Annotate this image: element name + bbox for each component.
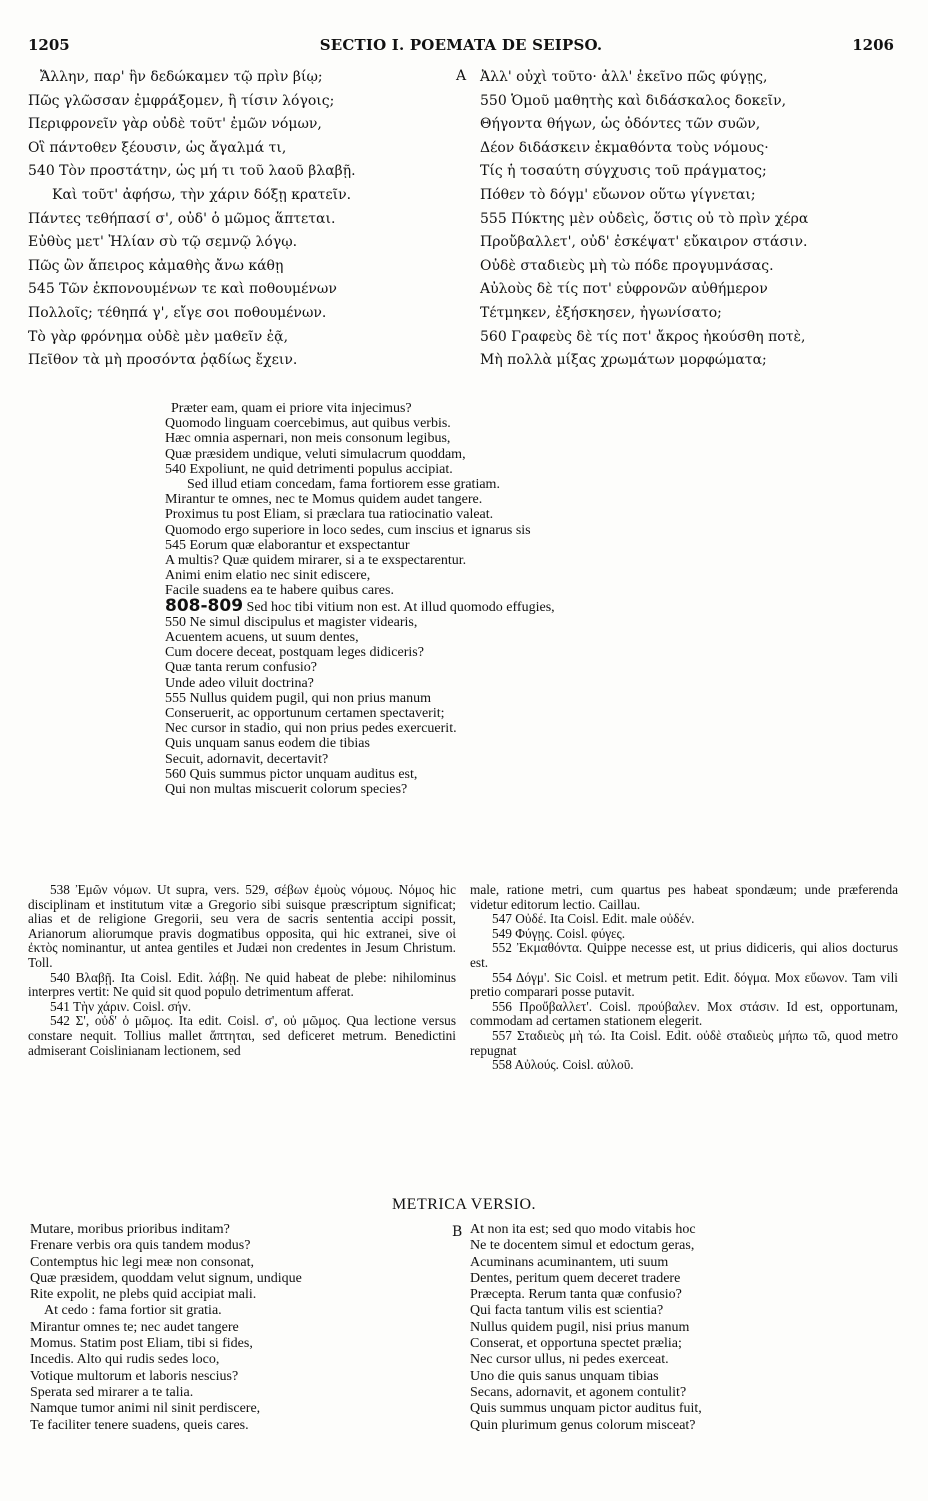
footnote: 558 Αὐλούς. Coisl. αὐλοῦ. <box>492 1057 634 1073</box>
greek-line: Πολλοῖς; τέθηπά γ', εἴγε σοι ποθουμένων. <box>28 304 327 321</box>
greek-line: Καὶ τοῦτ' ἀφήσω, τὴν χάριν δόξῃ κρατεῖν. <box>52 186 352 203</box>
latin-line: 550 Ne simul discipulus et magister videaris, <box>165 614 418 630</box>
latin-line: Unde adeo viluit doctrina? <box>165 675 314 691</box>
latin-line: Quis unquam sanus eodem die tibias <box>165 736 370 752</box>
latin-line: Qui non multas miscuerit colorum species? <box>165 782 408 798</box>
latin-line: Secuit, adornavit, decertavit? <box>165 751 329 767</box>
verse-line: Dentes, peritum quem deceret tradere <box>470 1270 681 1286</box>
verse-line: Namque tumor animi nil sinit perdiscere, <box>30 1401 261 1417</box>
verse-line: Sperata sed mirarer a te talia. <box>30 1384 194 1400</box>
verse-line: At non ita est; sed quo modo vitabis hoc <box>470 1222 696 1237</box>
latin-line: Conseruerit, ac opportunum certamen spectaverit; <box>165 706 445 722</box>
verse-line: Ne te docentem simul et edoctum geras, <box>470 1238 695 1254</box>
latin-line: Nec cursor in stadio, qui non prius pedes exercuerit. <box>165 721 457 737</box>
latin-line: Mirantur te omnes, nec te Momus quidem audet tangere. <box>165 492 483 508</box>
page-number-right: 1206 <box>852 36 894 54</box>
verse-line: Nullus quidem pugil, nisi prius manum <box>470 1319 690 1335</box>
latin-line: Cum docere deceat, postquam leges didiceris? <box>165 645 424 661</box>
footnote: 557 Σταδιεὺς μὴ τώ. Ita Coisl. Edit. οὐδὲ σταδιεὺς μήπω τῶ, quod metro repugnat <box>470 1027 898 1058</box>
verse-line: Frenare verbis ora quis tandem modus? <box>30 1238 251 1254</box>
greek-line: Πεῖθον τὰ μὴ προσόντα ῥᾳδίως ἔχειν. <box>28 352 298 369</box>
greek-line: Ἀλλ' οὐχὶ τοῦτο· ἀλλ' ἐκεῖνο πῶς φύγῃς, <box>480 69 768 85</box>
latin-line: 560 Quis summus pictor unquam auditus est, <box>165 766 418 782</box>
column-number-marker: 808-809 <box>165 595 244 616</box>
latin-line: Animi enim elatio nec sinit ediscere, <box>165 568 371 584</box>
latin-line: 540 Expoliunt, ne quid detrimenti populus accipiat. <box>165 461 453 477</box>
verse-line: At cedo : fama fortior sit gratia. <box>44 1303 222 1319</box>
greek-line: Τὸ γὰρ φρόνημα οὐδὲ μὲν μαθεῖν ἐᾷ, <box>28 328 289 345</box>
latin-line: Sed illud etiam concedam, fama fortiorem esse gratiam. <box>187 477 500 493</box>
greek-text-left <box>28 66 448 373</box>
latin-line: Quomodo ergo superiore in loco sedes, cum inscius et ignarus sis <box>165 522 531 538</box>
greek-line: Εὐθὺς μετ' Ἠλίαν σὺ τῷ σεμνῷ λόγῳ. <box>28 234 298 251</box>
greek-line: Οὐδὲ σταδιεὺς μὴ τὼ πόδε προγυμνάσας. <box>480 257 774 274</box>
verse-line: Conserat, et opportuna spectet prælia; <box>470 1336 682 1352</box>
latin-line: Proximus tu post Eliam, si præclara tua ratiocinatio valeat. <box>165 507 494 523</box>
greek-line: Περιφρονεῖν γὰρ οὐδὲ τοῦτ' ἐμῶν νόμων, <box>28 116 322 133</box>
footnotes-left <box>28 883 456 1058</box>
footnote: 556 Προὔβαλλετ'. Coisl. προύβαλεν. Mox στάσιν. Id est, opportunam, commodam ad certamen stationem elegerit. <box>470 998 898 1029</box>
verse-line: Secans, adornavit, et agonem contulit? <box>470 1384 687 1400</box>
latin-line <box>165 595 765 616</box>
latin-line: 555 Nullus quidem pugil, qui non prius manum <box>165 690 431 706</box>
verse-line: Qui facta tantum vilis est scientia? <box>470 1303 664 1319</box>
greek-line: Αὐλοὺς δὲ τίς ποτ' εὐφρονῶν αὐθήμερον <box>480 281 768 298</box>
verse-line: Incedis. Alto qui rudis sedes loco, <box>30 1352 220 1368</box>
greek-line: Οἳ πάντοθεν ξέουσιν, ὡς ἄγαλμά τι, <box>28 139 287 156</box>
section-title: METRICA VERSIO. <box>391 1196 537 1213</box>
page-number-left: 1205 <box>28 36 70 54</box>
latin-line: Præter eam, quam ei priore vita injecimus? <box>171 401 412 416</box>
greek-line: Ἄλλην, παρ' ἣν δεδώκαμεν τῷ πρὶν βίῳ; <box>40 69 323 85</box>
verse-line: Quin plurimum genus colorum misceat? <box>470 1417 696 1433</box>
greek-line: 540 Τὸν προστάτην, ὡς μή τι τοῦ λαοῦ βλαβῇ. <box>28 163 356 180</box>
footnote: 547 Οὐδέ. Ita Coisl. Edit. male οὐδέν. <box>492 911 695 927</box>
verse-line: Mirantur omnes te; nec audet tangere <box>30 1319 239 1335</box>
verse-line: Mutare, moribus prioribus inditam? <box>30 1222 230 1237</box>
latin-line: Quæ tanta rerum confusio? <box>165 660 318 676</box>
verse-line: Te faciliter tenere suadens, queis cares. <box>30 1417 249 1433</box>
verse-line: Quæ præsidem, quoddam velut signum, undique <box>30 1270 302 1286</box>
greek-line: Πόθεν τὸ δόγμ' εὔωνον οὕτω γίγνεται; <box>480 186 756 203</box>
latin-line-text: Sed hoc tibi vitium non est. At illud quomodo effugies, <box>246 599 555 615</box>
verse-line: Momus. Statim post Eliam, tibi si fides, <box>30 1336 253 1352</box>
latin-line: Facile suadens ea te habere quibus cares. <box>165 583 394 599</box>
greek-text-right <box>480 66 900 373</box>
latin-line: A multis? Quæ quidem mirarer, si a te exspectarentur. <box>165 553 467 569</box>
footnotes-right <box>470 883 898 1073</box>
footnote: 541 Τὴν χάριν. Coisl. σήν. <box>50 998 192 1014</box>
greek-line: Πῶς γλῶσσαν ἐμφράξομεν, ἢ τίσιν λόγοις; <box>28 92 335 109</box>
verse-line: Rite expolit, ne plebs quid accipiat mali. <box>30 1287 257 1303</box>
verse-line: Votique multorum et laboris nescius? <box>30 1368 239 1384</box>
verse-line: Quis summus unquam pictor auditus fuit, <box>470 1401 702 1417</box>
verse-line: Acuminans acuminantem, uti suum <box>470 1254 669 1270</box>
latin-line: Acuentem acuens, ut suum dentes, <box>165 630 359 646</box>
verse-line: Nec cursor ullus, ni pedes exerceat. <box>470 1352 669 1368</box>
verse-line: Uno die quis sanus unquam tibias <box>470 1368 659 1384</box>
greek-line: 545 Τῶν ἐκπονουμένων τε καὶ ποθουμένων <box>28 281 337 298</box>
column-marker-a: A <box>456 68 467 84</box>
greek-line: Τέτμηκεν, ἐξήσκησεν, ἠγωνίσατο; <box>480 304 722 321</box>
greek-line: Πάντες τεθήπασί σ', οὐδ' ὁ μῶμος ἅπτεται. <box>28 210 336 227</box>
running-title: SECTIO I. POEMATA DE SEIPSO. <box>319 36 603 54</box>
greek-line: Θήγοντα θήγων, ὡς ὀδόντες τῶν συῶν, <box>480 116 761 133</box>
metrica-versio-right <box>470 1222 898 1434</box>
footnote: 540 Βλαβῇ. Ita Coisl. Edit. λάβῃ. Ne quid habeat de plebe: nihilominus interpres vertit: Ne quid sit quod populo detrimentum afferat. <box>28 969 456 1000</box>
metrica-versio-left <box>30 1222 450 1434</box>
footnote: 549 Φύγῃς. Coisl. φύγες. <box>492 925 626 941</box>
column-marker-b: B <box>452 1224 463 1240</box>
footnote: male, ratione metri, cum quartus pes habeat spondæum; unde præferenda videtur editorum lectio. Caillau. <box>470 882 898 912</box>
greek-line: Δέον διδάσκειν ἐκμαθόντα τοὺς νόμους· <box>480 139 769 156</box>
greek-line: 555 Πύκτης μὲν οὐδεὶς, ὅστις οὐ τὸ πρὶν χέρα <box>480 210 809 227</box>
verse-line: Contemptus hic legi meæ non consonat, <box>30 1254 254 1270</box>
greek-line: 560 Γραφεὺς δὲ τίς ποτ' ἄκρος ἠκούσθη ποτὲ, <box>480 328 806 345</box>
latin-line: Hæc omnia aspernari, non meis consonum legibus, <box>165 431 451 447</box>
greek-line: Πῶς ὢν ἄπειρος κἀμαθὴς ἄνω κάθῃ <box>28 257 284 274</box>
footnote: 552 Ἐκμαθόντα. Quippe necesse est, ut prius didiceris, qui alios docturus est. <box>470 940 898 970</box>
greek-line: Προὔβαλλετ', οὐδ' ἐσκέψατ' εὔκαιρον στάσιν. <box>480 234 808 251</box>
verse-line: Præcepta. Rerum tanta quæ confusio? <box>470 1287 682 1303</box>
greek-line: 550 Ὁμοῦ μαθητὴς καὶ διδάσκαλος δοκεῖν, <box>480 92 787 109</box>
greek-line: Μὴ πολλὰ μίξας χρωμάτων μορφώματα; <box>480 352 767 369</box>
latin-line: 545 Eorum quæ elaborantur et exspectantur <box>165 537 410 553</box>
footnote: 554 Δόγμ'. Sic Coisl. et metrum petit. Edit. δόγμα. Mox εὔωνον. Tam vili pretio comparari posse putavit. <box>470 969 898 1000</box>
page-header <box>28 36 894 58</box>
footnote: 542 Σ', οὐδ' ὁ μῶμος. Ita edit. Coisl. σ', οὐ μῶμος. Qua lectione versus constare nequit. Tollius mallet ἅπτηται, sed deficeret metrum. Benedictini admiserant Coislinianam lectionem, sed <box>28 1013 456 1058</box>
latin-translation <box>165 401 765 797</box>
footnote: 538 Ἐμῶν νόμων. Ut supra, vers. 529, σέβων ἐμοὺς νόμους. Νόμος hic disciplinam et institutum vitæ a Gregorio sibi suisque præscriptum significat; alias et de religione Gregorii, seu vera de sacris sententia accipi possit, Arianorum aliorumque pravis dogmatibus opposita, qui hic extranei, sive οἱ ἐκτὸς nominantur, ut antea gentiles et Judæi non credentes in Jesum Christum. Toll. <box>28 882 456 970</box>
latin-line: Quæ præsidem undique, veluti simulacrum quoddam, <box>165 446 466 462</box>
greek-line: Τίς ἡ τοσαύτη σύγχυσις τοῦ πράγματος; <box>480 163 767 180</box>
latin-line: Quomodo linguam coercebimus, aut quibus verbis. <box>165 416 451 432</box>
